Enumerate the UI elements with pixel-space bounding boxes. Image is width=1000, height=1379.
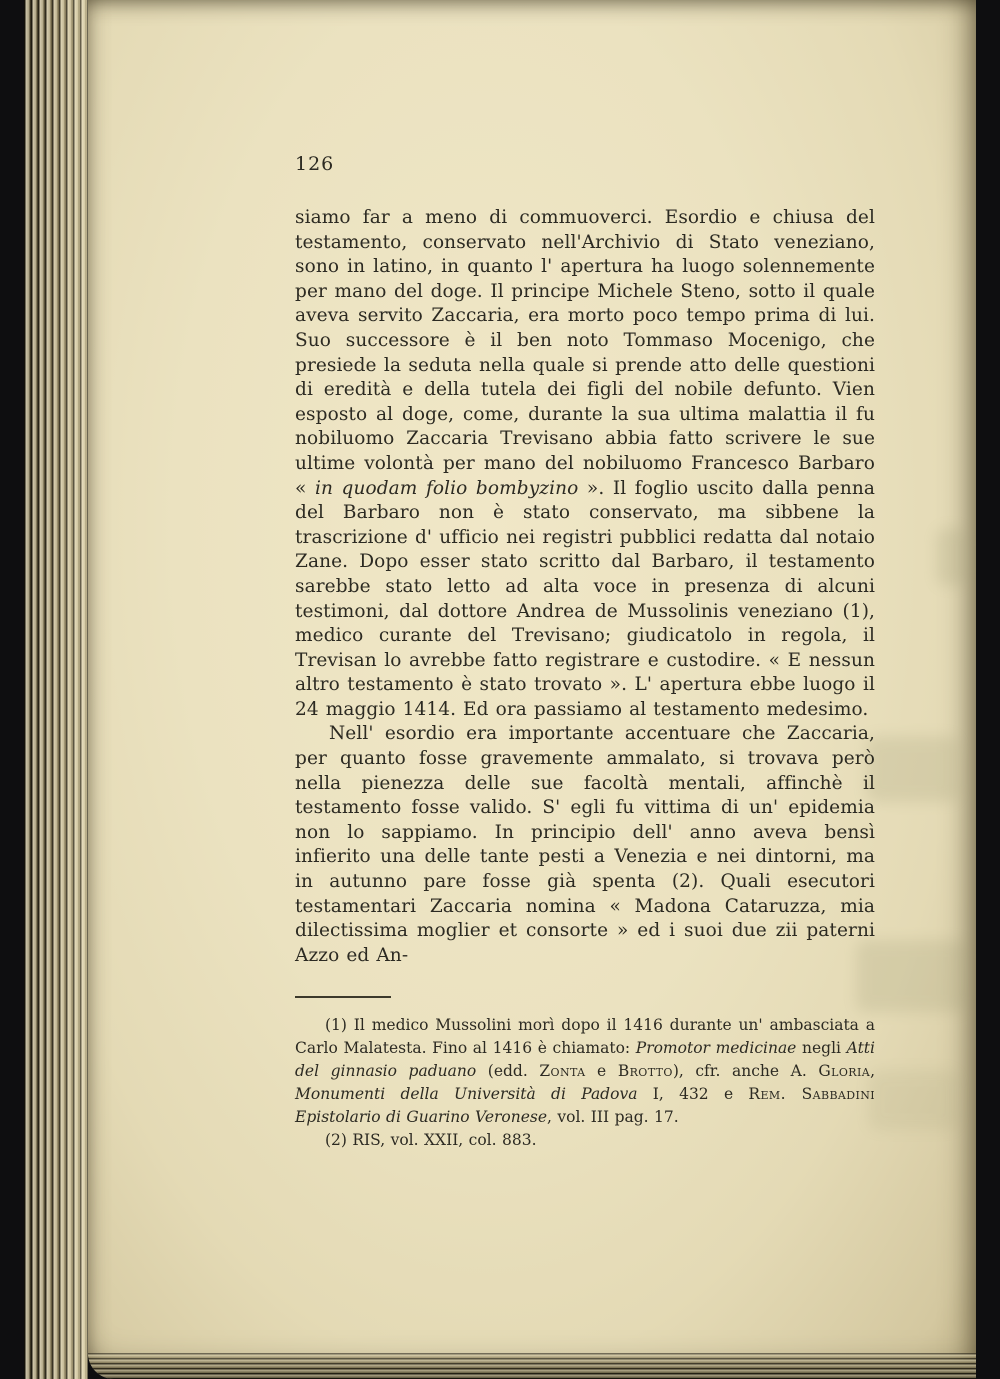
text-run-italic: Epistolario di Guarino Veronese (295, 1108, 548, 1127)
text-run-smallcaps: Zonta (539, 1062, 586, 1081)
open-book-page (24, 0, 976, 1379)
text-run-italic: in quodam folio bombyzino (314, 477, 579, 499)
text-run-normal: , (870, 1062, 875, 1081)
text-run-normal: (edd. (476, 1062, 540, 1081)
stacked-page-edges-left (24, 0, 88, 1379)
body-paragraph (295, 206, 875, 722)
page-number: 126 (295, 153, 335, 175)
text-run-italic: Monumenti della Università di Padova (295, 1085, 638, 1104)
text-column (295, 152, 875, 1152)
text-run-normal: (1) Il medico Mussolini morì dopo il 1416 durante un' ambasciata a Carlo Malatesta. Fino al 1416 è chiamato: (295, 1016, 875, 1058)
footnote (295, 1014, 875, 1129)
text-run-normal: siamo far a meno di commuoverci. Esordio e chiusa del testamento, conservato nell'Archivio di Stato veneziano, sono in latino, in quanto l' apertura ha luogo solennemente per mano del doge. Il principe Michele Steno, sotto il quale aveva servito Zaccaria, era morto poco tempo prima di lui. Suo successore è il ben noto Tommaso Mocenigo, che presiede la seduta nella quale si prende atto delle questioni di eredità e della tutela dei figli del nobile defunto. Vien esposto al doge, come, durante la sua ultima malattia il fu nobiluomo Zaccaria Trevisano abbia fatto scrivere le sue ultime volontà per mano del nobiluomo Francesco Barbaro « (295, 207, 875, 499)
text-run-normal: ». Il foglio uscito dalla penna del Barbaro non è stato conservato, ma sibbene la trascrizione d' ufficio nei registri pubblici redatta dal notaio Zane. Dopo esser stato scritto dal Barbaro, il testamento sarebbe stato letto ad alta voce in presenza di alcuni testimoni, dal dottore Andrea de Mussolinis veneziano (1), medico curante del Trevisano; giudicatolo in regola, il Trevisan lo avrebbe fatto registrare e custodire. « E nessun altro testamento è stato trovato ». L' apertura ebbe luogo il 24 maggio 1414. Ed ora passiamo al testamento medesimo. (295, 477, 875, 720)
ink-bleed-artifact (868, 1070, 958, 1130)
ink-bleed-artifact (866, 736, 958, 802)
text-run-italic: Promotor medicinae (635, 1039, 797, 1058)
text-run-italic: Atti del ginnasio paduano (295, 1039, 875, 1081)
text-run-smallcaps: Rem. Sabbadini (748, 1085, 876, 1104)
footnote (295, 1129, 875, 1152)
ink-bleed-artifact (936, 528, 966, 586)
text-run-smallcaps: Gloria (818, 1062, 871, 1081)
stacked-page-edges-bottom (88, 1353, 976, 1379)
text-run-normal: (2) RIS, vol. XXII, col. 883. (325, 1131, 537, 1150)
text-run-smallcaps: Brotto (617, 1062, 673, 1081)
text-run-normal: I, 432 e (637, 1085, 749, 1104)
footnote-separator-rule (295, 996, 391, 998)
text-run-normal: Nell' esordio era importante accentuare che Zaccaria, per quanto fosse gravemente ammalato, si trovava però nella pienezza delle sue facoltà mentali, affinchè il testamento fosse valido. S' egli fu vittima di un' epidemia non lo sappiamo. In principio dell' anno aveva bensì infierito una delle tante pesti a Venezia e nei dintorni, ma in autunno pare fosse già spenta (2). Quali esecutori testamentari Zaccaria nomina « Madona Cataruzza, mia dilectissima moglier et consorte » ed i suoi due zii paterni Azzo ed An- (295, 723, 875, 966)
text-run-normal: ), cfr. anche A. (672, 1062, 819, 1081)
text-run-normal: e (585, 1062, 618, 1081)
text-run-normal: , vol. III pag. 17. (547, 1108, 679, 1127)
page-face (88, 0, 976, 1379)
body-paragraph (295, 722, 875, 968)
text-run-normal: negli (796, 1039, 847, 1058)
